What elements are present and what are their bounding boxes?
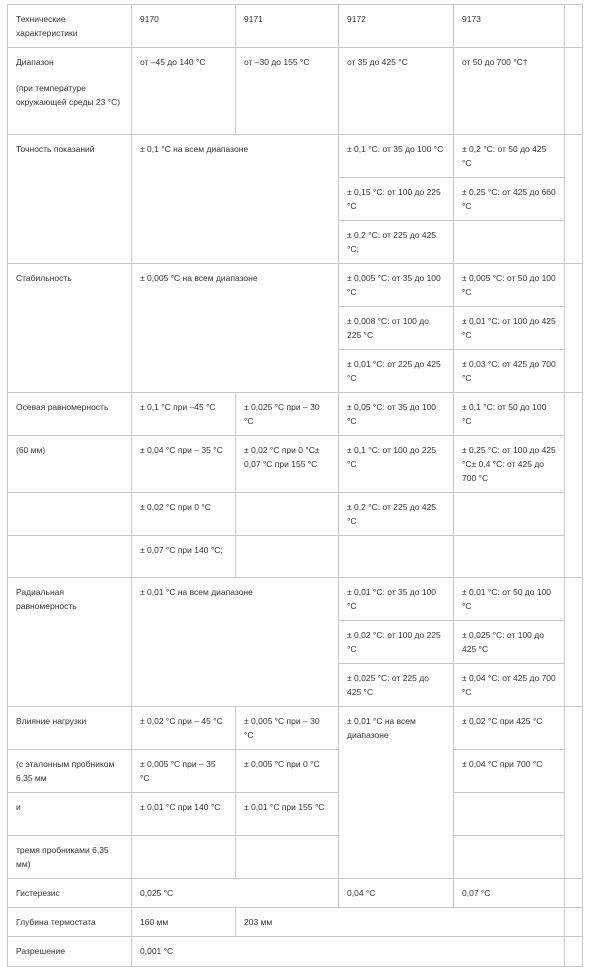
load-note-2: и (8, 793, 132, 836)
accuracy-9172-1: ± 0,1 °C: от 35 до 100 °C (339, 135, 454, 178)
load-extra-cell (565, 707, 583, 879)
axial-9171-2: ± 0,02 °C при 0 °C± 0,07 °C при 155 °C (236, 436, 339, 493)
load-row-1 (8, 707, 583, 750)
hysteresis-9172: 0,04 °C (339, 879, 454, 908)
axial-label-empty-1 (8, 493, 132, 536)
axial-9170-4: ± 0,07 °C при 140 °C; (132, 536, 236, 578)
accuracy-row-1 (8, 135, 583, 178)
accuracy-9173-empty (454, 221, 565, 264)
radial-label: Радиальная равномерность (8, 578, 132, 707)
header-row (8, 5, 583, 48)
load-9170-empty (132, 836, 236, 879)
load-9170-2: ± 0,005 °C при – 35 °C (132, 750, 236, 793)
header-9172: 9172 (339, 5, 454, 48)
axial-extra-cell (565, 393, 583, 578)
stability-extra-cell (565, 264, 583, 393)
load-note-1: (с эталонным пробником 6,35 мм (8, 750, 132, 793)
header-9171: 9171 (236, 5, 339, 48)
stability-9173-2: ± 0,01 °C: от 100 до 425 °C (454, 307, 565, 350)
load-note-3: тремя пробниками 6,35 мм) (8, 836, 132, 879)
stability-9172-2: ± 0,008 °C: от 100 до 225 °C (339, 307, 454, 350)
axial-row-4 (8, 536, 583, 578)
axial-9173-1: ± 0,1 °C: от 50 до 100 °C (454, 393, 565, 436)
load-label: Влияние нагрузки (8, 707, 132, 750)
load-9170-1: ± 0,02 °C при – 45 °C (132, 707, 236, 750)
stability-label: Стабильность (8, 264, 132, 393)
radial-extra-cell (565, 578, 583, 707)
accuracy-9170-9171: ± 0,1 °C на всем диапазоне (132, 135, 339, 264)
axial-9170-3: ± 0,02 °C при 0 °C (132, 493, 236, 536)
header-9170: 9170 (132, 5, 236, 48)
axial-9170-1: ± 0,1 °C при –45 °C (132, 393, 236, 436)
load-9171-2: ± 0,005 °C при 0 °C (236, 750, 339, 793)
accuracy-9172-2: ± 0,15 °C: от 100 до 225 °C (339, 178, 454, 221)
range-9170: от –45 до 140 °C (132, 48, 236, 135)
axial-9172-1: ± 0,05 °C: от 35 до 100 °C (339, 393, 454, 436)
accuracy-9173-1: ± 0,2 °C: от 50 до 425 °C (454, 135, 565, 178)
load-9171-1: ± 0,005 °C при – 30 °C (236, 707, 339, 750)
hysteresis-label: Гистерезис (8, 879, 132, 908)
axial-9172-2: ± 0,1 °C: от 100 до 225 °C (339, 436, 454, 493)
accuracy-extra-cell (565, 135, 583, 264)
load-9170-3: ± 0,01 °C при 140 °C (132, 793, 236, 836)
load-row-4 (8, 836, 583, 879)
axial-9173-2: ± 0,25 °C: от 100 до 425 °C± 0,4 °C: от 425 до 700 °C (454, 436, 565, 493)
load-9173-1: ± 0,02 °C при 425 °C (454, 707, 565, 750)
range-label: Диапазон (16, 57, 54, 67)
radial-9170-9171: ± 0,01 °C на всем диапазоне (132, 578, 339, 707)
axial-9170-2: ± 0,04 °C при – 35 °C (132, 436, 236, 493)
radial-row-1 (8, 578, 583, 621)
range-label-cell (8, 48, 132, 135)
stability-9172-1: ± 0,005 °C: от 35 до 100 °C (339, 264, 454, 307)
load-row-3 (8, 793, 583, 836)
radial-9173-1: ± 0,01 °C: от 50 до 100 °C (454, 578, 565, 621)
stability-row-1 (8, 264, 583, 307)
accuracy-9172-3: ± 0,2 °C: от 225 до 425 °C; (339, 221, 454, 264)
stability-9173-3: ± 0,03 °C: от 425 до 700 °C (454, 350, 565, 393)
depth-9170: 160 мм (132, 908, 236, 937)
axial-9171-empty-2 (236, 536, 339, 578)
depth-label: Глубина термостата (8, 908, 132, 937)
axial-9171-1: ± 0,025 °C при – 30 °C (236, 393, 339, 436)
depth-9171-plus: 203 мм (236, 908, 565, 937)
stability-9170-9171: ± 0,005 °C на всем диапазоне (132, 264, 339, 393)
axial-9173-empty-2 (454, 536, 565, 578)
axial-9173-empty-1 (454, 493, 565, 536)
axial-row-3 (8, 493, 583, 536)
load-row-2 (8, 750, 583, 793)
resolution-label: Разрешение (8, 937, 132, 967)
range-extra-cell (565, 48, 583, 135)
radial-9172-2: ± 0,02 °C: от 100 до 225 °C (339, 621, 454, 664)
hysteresis-row (8, 879, 583, 908)
axial-9172-3: ± 0,2 °C: от 225 до 425 °C (339, 493, 454, 536)
range-row (8, 48, 583, 135)
load-9171-3: ± 0,01 °C при 155 °C (236, 793, 339, 836)
axial-label: Осевая равномерность (8, 393, 132, 436)
depth-row (8, 908, 583, 937)
axial-note: (60 мм) (8, 436, 132, 493)
load-9173-empty-2 (454, 836, 565, 879)
load-9173-2: ± 0,04 °C при 700 °C (454, 750, 565, 793)
spec-table (7, 4, 583, 967)
header-extra-cell (565, 5, 583, 48)
accuracy-9173-2: ± 0,25 °C: от 425 до 660 °C (454, 178, 565, 221)
radial-9173-3: ± 0,04 °C: от 425 до 700 °C (454, 664, 565, 707)
range-note: (при температуре окружающей среды 23 °C) (16, 83, 121, 107)
range-9171: от –30 до 155 °C (236, 48, 339, 135)
axial-9171-empty-1 (236, 493, 339, 536)
header-characteristics: Технические характеристики (8, 5, 132, 48)
hysteresis-extra-cell (565, 879, 583, 908)
radial-9172-3: ± 0,025 °C: от 225 до 425 °C (339, 664, 454, 707)
axial-row-1 (8, 393, 583, 436)
axial-9172-empty (339, 536, 454, 578)
load-9171-empty (236, 836, 339, 879)
radial-9173-2: ± 0,025 °C: от 100 до 425 °C (454, 621, 565, 664)
range-9173: от 50 до 700 °C† (454, 48, 565, 135)
header-9173: 9173 (454, 5, 565, 48)
resolution-value: 0,001 °C (132, 937, 565, 967)
stability-9172-3: ± 0,01 °C: от 225 до 425 °C (339, 350, 454, 393)
axial-label-empty-2 (8, 536, 132, 578)
stability-9173-1: ± 0,005 °C: от 50 до 100 °C (454, 264, 565, 307)
hysteresis-9170-9171: 0,025 °C (132, 879, 339, 908)
load-9172: ± 0,01 °C на всем диапазоне (339, 707, 454, 879)
hysteresis-9173: 0,07 °C (454, 879, 565, 908)
range-9172: от 35 до 425 °C (339, 48, 454, 135)
accuracy-label: Точность показаний (8, 135, 132, 264)
radial-9172-1: ± 0,01 °C: от 35 до 100 °C (339, 578, 454, 621)
axial-row-2 (8, 436, 583, 493)
depth-extra-cell (565, 908, 583, 937)
load-9173-empty-1 (454, 793, 565, 836)
